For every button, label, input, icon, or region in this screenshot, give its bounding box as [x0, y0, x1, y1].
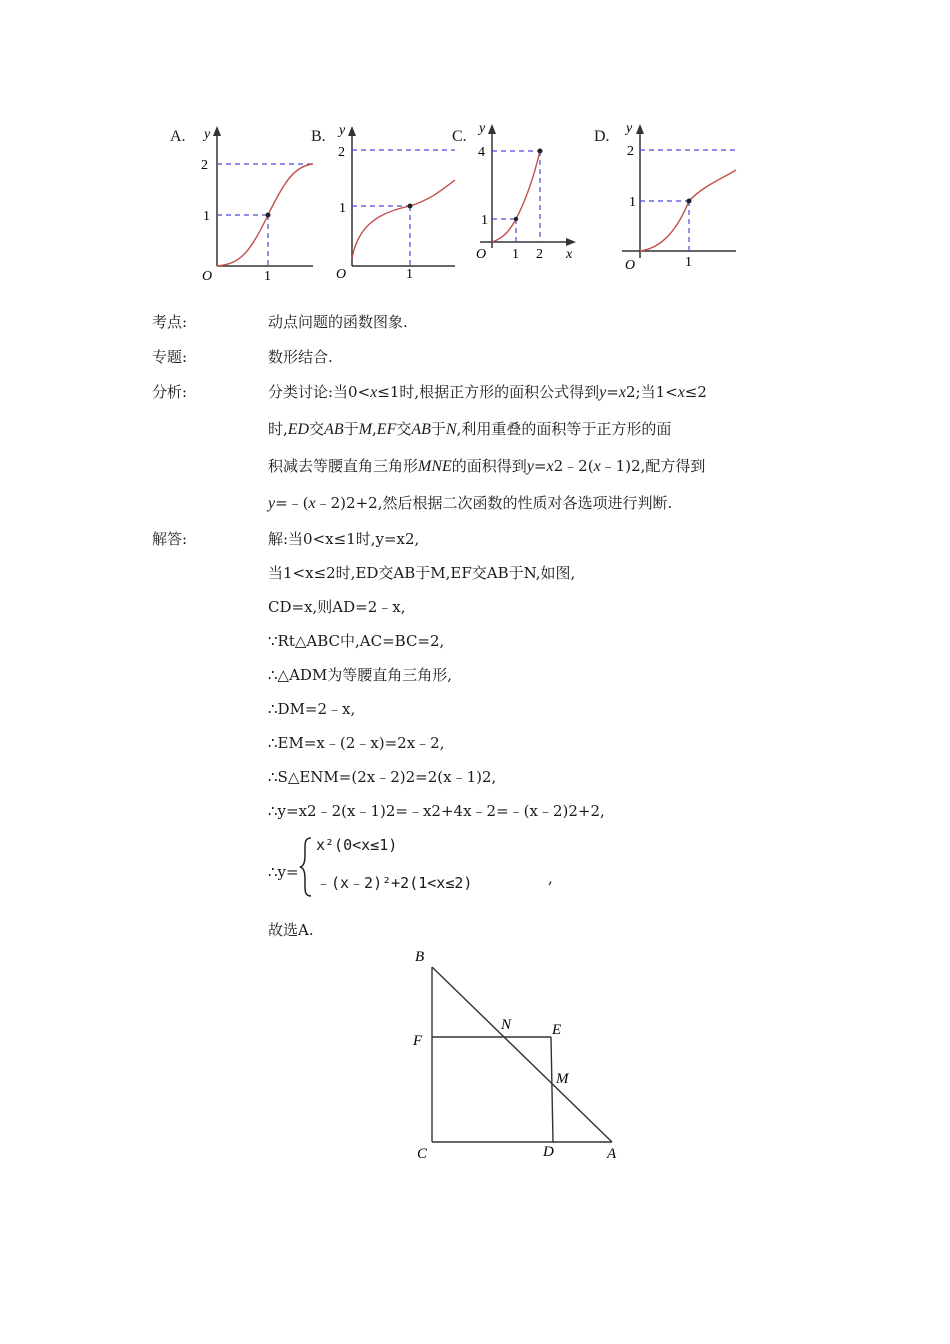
- var: y: [268, 495, 276, 512]
- text: ﹣1)2,配方得到: [600, 457, 706, 475]
- point-f: F: [413, 1033, 423, 1049]
- var: M: [358, 421, 373, 438]
- var: MNE: [418, 458, 452, 475]
- var: y: [526, 458, 534, 475]
- option-b-label: B.: [311, 128, 326, 145]
- text: 交: [396, 420, 412, 438]
- text: ,: [372, 420, 377, 438]
- text: 交: [309, 420, 325, 438]
- point-d: D: [543, 1144, 554, 1160]
- text: 2;当1<: [625, 383, 678, 401]
- var: AB: [411, 421, 431, 438]
- graph-d: [618, 118, 740, 273]
- point-c: C: [417, 1146, 428, 1162]
- graph-b: [330, 118, 460, 283]
- graph-c-xtick-1: 1: [512, 247, 519, 262]
- kaodian-label: 考点:: [152, 313, 188, 331]
- graph-a-origin: O: [202, 269, 213, 283]
- var-x: x: [677, 384, 685, 401]
- piecewise-prefix: ∴y=: [268, 863, 299, 881]
- kaodian-text: 动点问题的函数图象.: [268, 313, 408, 331]
- fenxi-line-4: [268, 493, 672, 514]
- text: 时,: [268, 420, 288, 438]
- point-a: A: [607, 1146, 617, 1162]
- var: x: [546, 458, 554, 475]
- text: 于: [343, 420, 359, 438]
- option-d-label: D.: [594, 128, 610, 145]
- var: AB: [324, 421, 344, 438]
- piecewise-case-1: x²(0<x≤1): [316, 836, 398, 854]
- graph-b-xtick-1: 1: [406, 267, 413, 282]
- text: =﹣(: [275, 494, 309, 512]
- var: x: [593, 458, 601, 475]
- graph-c-xtick-2: 2: [536, 247, 543, 262]
- fenxi-line-3: [268, 456, 705, 477]
- jieda-line-9: ∴y=x2﹣2(x﹣1)2=﹣x2+4x﹣2=﹣(x﹣2)2+2,: [268, 802, 605, 820]
- text: 积减去等腰直角三角形: [268, 457, 419, 475]
- graph-d-origin: O: [625, 258, 636, 273]
- graph-a: [195, 118, 320, 283]
- graph-c: [472, 118, 584, 266]
- point-b: B: [415, 949, 425, 965]
- conclusion: 故选A.: [268, 921, 314, 939]
- graph-a-tick-1: 1: [203, 209, 210, 224]
- zhuanti-text: 数形结合.: [268, 348, 333, 366]
- graph-b-tick-1: 1: [339, 201, 346, 216]
- fenxi-line-2: [268, 419, 671, 440]
- graph-c-origin: O: [476, 247, 487, 262]
- text: 分类讨论:当0<: [268, 383, 371, 401]
- option-c-label: C.: [452, 128, 467, 145]
- geometry-figure: [405, 942, 625, 1168]
- jieda-line-4: ∵Rt△ABC中,AC=BC=2,: [268, 632, 445, 650]
- graph-c-y: y: [479, 121, 486, 136]
- text: ,利用重叠的面积等于正方形的面: [456, 420, 672, 438]
- var: N: [445, 421, 457, 438]
- graph-d-tick-1: 1: [629, 195, 636, 210]
- graph-a-xtick-1: 1: [264, 269, 271, 283]
- left-brace: [298, 836, 314, 898]
- graph-b-y: y: [339, 123, 346, 138]
- graph-b-tick-2: 2: [338, 145, 345, 160]
- graph-a-y: y: [204, 127, 211, 142]
- text: ≤2: [684, 383, 707, 401]
- var: EF: [376, 421, 397, 438]
- jieda-line-6: ∴DM=2﹣x,: [268, 700, 356, 718]
- jieda-line-1: 解:当0<x≤1时,y=x2,: [268, 530, 420, 548]
- var-x: x: [370, 384, 378, 401]
- piecewise-case-2: ﹣(x﹣2)²+2(1<x≤2): [316, 874, 473, 892]
- jieda-line-2: 当1<x≤2时,ED交AB于M,EF交AB于N,如图,: [268, 564, 576, 582]
- piecewise-comma: ,: [548, 869, 553, 887]
- point-e: E: [552, 1022, 562, 1038]
- graph-c-tick-1: 1: [481, 213, 488, 228]
- jieda-line-7: ∴EM=x﹣(2﹣x)=2x﹣2,: [268, 734, 445, 752]
- point-n: N: [501, 1017, 512, 1033]
- graph-c-x: x: [566, 247, 573, 262]
- var: ED: [287, 421, 310, 438]
- graph-d-xtick-1: 1: [685, 255, 692, 270]
- text: ﹣2)2+2,然后根据二次函数的性质对各选项进行判断.: [315, 494, 673, 512]
- graph-d-tick-2: 2: [627, 144, 634, 159]
- jieda-line-3: CD=x,则AD=2﹣x,: [268, 598, 406, 616]
- var-y: y: [599, 384, 607, 401]
- text: 2﹣2(: [553, 457, 594, 475]
- jieda-line-5: ∴△ADM为等腰直角三角形,: [268, 666, 453, 684]
- fenxi-label: 分析:: [152, 383, 188, 401]
- text: 的面积得到: [451, 457, 527, 475]
- graph-a-tick-2: 2: [201, 158, 208, 173]
- jieda-label: 解答:: [152, 530, 188, 548]
- point-m: M: [556, 1071, 569, 1087]
- text: =: [606, 383, 619, 401]
- option-a-label: A.: [170, 128, 186, 145]
- text: =: [533, 457, 547, 475]
- text: 于: [430, 420, 446, 438]
- graph-b-origin: O: [336, 267, 347, 282]
- text: ≤1时,根据正方形的面积公式得到: [377, 383, 600, 401]
- fenxi-line-1: [268, 382, 707, 403]
- graph-c-tick-4: 4: [478, 145, 485, 160]
- graph-d-y: y: [626, 121, 633, 136]
- jieda-line-8: ∴S△ENM=(2x﹣2)2=2(x﹣1)2,: [268, 768, 497, 786]
- zhuanti-label: 专题:: [152, 348, 188, 366]
- var: x: [308, 495, 316, 512]
- var-x: x: [618, 384, 626, 401]
